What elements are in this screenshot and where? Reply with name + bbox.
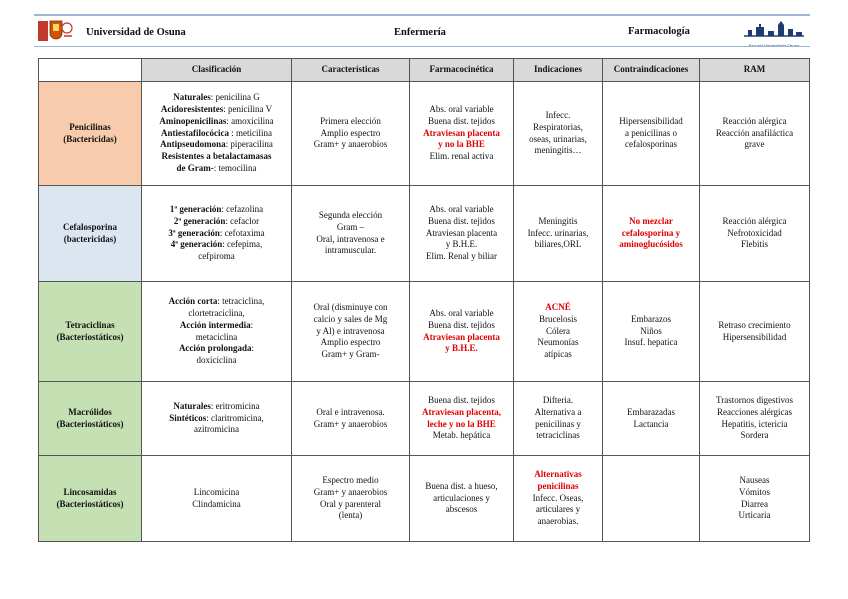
classification-line — [145, 216, 288, 228]
classification-line — [145, 228, 288, 240]
cell-line: ACNÉ — [545, 301, 571, 312]
cell-line: Reacción alérgica — [722, 115, 787, 126]
cell-line: Neumonías — [537, 337, 579, 348]
classification-text: : cefaclor — [225, 215, 260, 226]
indications-cell — [514, 456, 603, 542]
classification-line — [145, 139, 288, 151]
cell-line: Penicilinas — [69, 121, 111, 132]
contraindications-cell — [603, 382, 700, 456]
characteristics-cell — [292, 82, 410, 186]
classification-line — [145, 487, 288, 499]
cell-line: Vómitos — [738, 486, 770, 497]
classification-line — [145, 116, 288, 128]
cell-line: leche y no la BHE — [427, 418, 496, 429]
cell-line: Hepatitis, ictericia — [721, 418, 788, 429]
contraindications-cell — [603, 82, 700, 186]
cell-line: Gram+ y anaerobios — [313, 486, 388, 497]
cell-line: Lactancia — [633, 418, 669, 429]
cell-line: Insuf. hepatica — [624, 337, 678, 348]
cell-line: Segunda elección — [318, 209, 383, 220]
university-name: Universidad de Osuna — [86, 27, 186, 38]
cell-line: Buena dist. tejidos — [428, 394, 495, 405]
cell-line: Flebitis — [740, 239, 768, 250]
classification-bold: Antiestafilocócica — [161, 127, 229, 138]
classification-text: : cefepima, — [222, 239, 263, 250]
classification-text: : amoxicilina — [226, 115, 274, 126]
cell-line: Infecc. — [545, 109, 571, 120]
cell-line: grave — [744, 139, 765, 150]
header-clasificacion: Clasificación — [142, 59, 292, 82]
cell-line: Atraviesan placenta — [423, 331, 500, 342]
classification-line — [145, 343, 288, 355]
classification-bold: 3ª generación — [168, 227, 220, 238]
classification-bold: Sintéticos — [169, 412, 207, 423]
classification-bold: Acción intermedia — [179, 319, 251, 330]
cell-line: Hipersensibilidad — [722, 331, 787, 342]
classification-line — [145, 320, 288, 332]
cell-line: Primera elección — [320, 115, 381, 126]
cell-line: Amplio espectro — [320, 337, 381, 348]
classification-text: : — [251, 343, 255, 354]
drug-family-cell — [39, 456, 142, 542]
cell-line: Urticaria — [738, 510, 771, 521]
classification-text: azitromicina — [194, 424, 239, 435]
cell-line: Niños — [640, 325, 662, 336]
drug-family-cell — [39, 382, 142, 456]
cell-line: Alternativa a — [534, 406, 582, 417]
cell-line: Cefalosporina — [63, 221, 117, 232]
cell-line: cefalosporinas — [625, 139, 677, 150]
cell-line: Retraso crecimiento — [718, 319, 791, 330]
cell-line: Embarazadas — [627, 406, 675, 417]
characteristics-cell — [292, 282, 410, 382]
classification-line — [145, 499, 288, 511]
classification-text: : temocilina — [213, 163, 257, 174]
classification-text: doxiciclina — [196, 355, 237, 366]
classification-line — [145, 239, 288, 251]
classification-bold: Acción prolongada — [178, 343, 252, 354]
table-row — [39, 456, 810, 542]
table-row — [39, 282, 810, 382]
cell-line: Respiratorias, — [533, 121, 583, 132]
classification-line — [145, 204, 288, 216]
cell-line: (bactericidas) — [63, 233, 117, 244]
cell-line: Buena dist. tejidos — [428, 319, 495, 330]
pharmacokinetics-cell — [410, 82, 514, 186]
cell-line: Reacciones alérgicas — [716, 406, 793, 417]
school-logo — [742, 16, 806, 44]
cell-line: Infecc. Oseas, — [532, 492, 584, 503]
cell-line: Nefrotoxicidad — [727, 227, 782, 238]
classification-text: Lincomicina — [193, 486, 240, 497]
cell-line: Meningitis — [538, 215, 578, 226]
ram-cell — [700, 456, 810, 542]
cell-line: (Bacteriostáticos) — [56, 418, 124, 429]
classification-bold: 4ª generación — [170, 239, 223, 250]
cell-line: Atraviesan placenta — [425, 227, 498, 238]
indications-cell — [514, 382, 603, 456]
classification-text: : cefazolina — [221, 203, 264, 214]
cell-line: Gram – — [336, 221, 365, 232]
classification-text: : claritromicina, — [206, 412, 264, 423]
classification-text: metaciclina — [195, 331, 238, 342]
cell-line: penicilinas — [537, 480, 579, 491]
classification-line — [145, 104, 288, 116]
cell-line: Infecc. urinarias, — [527, 227, 589, 238]
indications-cell — [514, 82, 603, 186]
cell-line: Lincosamidas — [63, 486, 117, 497]
cell-line: Abs. oral variable — [429, 103, 494, 114]
header-top-rule — [34, 14, 810, 16]
classification-bold: 2ª generación — [173, 215, 226, 226]
cell-line: y Al) e intravenosa — [316, 325, 385, 336]
header-blank — [39, 59, 142, 82]
cell-line: Gram+ y anaerobios — [313, 418, 388, 429]
cell-line: cefalosporina y — [621, 227, 681, 238]
characteristics-cell — [292, 382, 410, 456]
classification-bold: Antipseudomona — [160, 139, 226, 150]
cell-line: Espectro medio — [322, 474, 379, 485]
cell-line: Oral y parenteral — [320, 498, 381, 509]
cell-line: y B.H.E. — [445, 343, 478, 354]
classification-line — [145, 332, 288, 344]
classification-text: : meticilina — [228, 127, 272, 138]
pharmacokinetics-cell — [410, 382, 514, 456]
header-caracteristicas: Características — [292, 59, 410, 82]
cell-line: tetraciclinas — [536, 430, 580, 441]
skyline-logo-icon — [742, 16, 806, 38]
cell-line: atípicas — [544, 349, 572, 360]
classification-line — [145, 296, 288, 308]
cell-line: meningitis… — [534, 145, 582, 156]
classification-line — [145, 251, 288, 263]
classification-cell — [142, 186, 292, 282]
contraindications-cell — [603, 456, 700, 542]
classification-text: : penicilina G — [210, 91, 260, 102]
indications-cell — [514, 186, 603, 282]
classification-cell — [142, 82, 292, 186]
classification-bold: Naturales — [173, 400, 211, 411]
classification-cell — [142, 382, 292, 456]
classification-bold: Aminopenicilinas — [159, 115, 227, 126]
cell-line: Buena dist. a hueso, — [425, 480, 498, 491]
classification-line — [145, 92, 288, 104]
cell-line: Nauseas — [739, 474, 770, 485]
cell-line: (Bacteriostáticos) — [56, 331, 124, 342]
cell-line: Gram+ y anaerobios — [313, 139, 388, 150]
cell-line: Oral, intravenosa e — [316, 233, 385, 244]
cell-line: anaerobias. — [537, 516, 579, 527]
cell-line: Alternativas — [534, 468, 582, 479]
header-bottom-rule — [34, 46, 810, 47]
table-row — [39, 382, 810, 456]
contraindications-cell — [603, 282, 700, 382]
classification-text: : tetraciclina, — [217, 295, 265, 306]
ram-cell — [700, 382, 810, 456]
classification-bold: de Gram- — [176, 163, 214, 174]
cell-line: Trastornos digestivos — [716, 394, 793, 405]
table-header-row — [39, 59, 810, 82]
cell-line: (lenta) — [338, 510, 363, 521]
cell-line: Oral (disminuye con — [313, 301, 388, 312]
page-header — [34, 14, 810, 48]
pharmacokinetics-cell — [410, 186, 514, 282]
cell-line: Buena dist. tejidos — [428, 215, 495, 226]
table-row — [39, 82, 810, 186]
pharmacokinetics-cell — [410, 282, 514, 382]
table-row — [39, 186, 810, 282]
classification-cell — [142, 282, 292, 382]
classification-text: Clindamicina — [192, 498, 241, 509]
classification-bold: 1ª generación — [169, 203, 222, 214]
header-indicaciones: Indicaciones — [514, 59, 603, 82]
cell-line: Atraviesan placenta — [423, 127, 500, 138]
cell-line: Difteria. — [542, 394, 574, 405]
course-title: Farmacología — [628, 26, 690, 37]
pharmacology-table — [38, 58, 810, 542]
cell-line: Atraviesan placenta, — [422, 406, 501, 417]
classification-line — [145, 308, 288, 320]
ram-cell — [700, 82, 810, 186]
table-body — [39, 82, 810, 542]
header-farmacocinetica: Farmacocinética — [410, 59, 514, 82]
characteristics-cell — [292, 186, 410, 282]
classification-line — [145, 163, 288, 175]
cell-line: biliares,ORL — [534, 239, 582, 250]
cell-line: Elim. renal activa — [429, 151, 494, 162]
cell-line: Amplio espectro — [320, 127, 381, 138]
cell-line: Reacción alérgica — [722, 215, 787, 226]
cell-line: Elim. Renal y biliar — [426, 251, 497, 262]
classification-text: : cefotaxima — [219, 227, 265, 238]
classification-bold: Naturales — [173, 91, 211, 102]
indications-cell — [514, 282, 603, 382]
cell-line: penicilinas y — [535, 418, 581, 429]
cell-line: Abs. oral variable — [429, 203, 494, 214]
classification-bold: Acidoresistentes — [160, 103, 224, 114]
classification-line — [145, 401, 288, 413]
cell-line: y B.H.E. — [445, 239, 478, 250]
classification-bold: Resistentes a betalactamasas — [161, 151, 272, 162]
classification-cell — [142, 456, 292, 542]
cell-line: intramuscular. — [324, 245, 377, 256]
classification-text: clortetraciclina, — [188, 307, 245, 318]
cell-line: Tetraciclinas — [65, 319, 115, 330]
cell-line: Oral e intravenosa. — [316, 406, 385, 417]
classification-text: : penicilina V — [223, 103, 273, 114]
classification-text: : — [250, 319, 254, 330]
cell-line: y no la BHE — [438, 139, 485, 150]
cell-line: Hipersensibilidad — [619, 115, 683, 126]
characteristics-cell — [292, 456, 410, 542]
classification-line — [145, 151, 288, 163]
cell-line: Metab. hepática — [432, 430, 491, 441]
cell-line: articulares y — [535, 504, 581, 515]
drug-family-cell — [39, 282, 142, 382]
cell-line: Embarazos — [631, 313, 671, 324]
pharmacokinetics-cell — [410, 456, 514, 542]
cell-line: Diarrea — [741, 498, 768, 509]
contraindications-cell — [603, 186, 700, 282]
classification-line — [145, 424, 288, 436]
cell-line: calcio y sales de Mg — [313, 313, 388, 324]
cell-line: Abs. oral variable — [429, 307, 494, 318]
header-contraindicaciones: Contraindicaciones — [603, 59, 700, 82]
classification-line — [145, 128, 288, 140]
classification-line — [145, 355, 288, 367]
classification-line — [145, 413, 288, 425]
cell-line: No mezclar — [629, 215, 673, 226]
cell-line: Gram+ y Gram- — [321, 349, 380, 360]
cell-line: Macrólidos — [68, 406, 112, 417]
classification-text: cefpiroma — [198, 251, 235, 262]
cell-line: Buena dist. tejidos — [428, 115, 495, 126]
classification-text: : piperacilina — [225, 139, 273, 150]
cell-line: Sordera — [740, 430, 769, 441]
cell-line: Cólera — [546, 325, 570, 336]
header-ram: RAM — [700, 59, 810, 82]
cell-line: (Bactericidas) — [63, 133, 117, 144]
cell-line: a penicilinas o — [625, 127, 677, 138]
cell-line: Reacción anafiláctica — [715, 127, 794, 138]
drug-family-cell — [39, 186, 142, 282]
classification-bold: Acción corta — [168, 295, 218, 306]
ram-cell — [700, 186, 810, 282]
drug-family-cell — [39, 82, 142, 186]
cell-line: Brucelosis — [539, 313, 577, 324]
university-crest-icon — [36, 18, 74, 44]
cell-line: abscesos — [445, 504, 478, 515]
ram-cell — [700, 282, 810, 382]
cell-line: aminoglucósidos — [619, 239, 683, 250]
cell-line: articulaciones y — [433, 492, 490, 503]
cell-line: oseas, urinarias, — [529, 133, 587, 144]
cell-line: (Bacteriostáticos) — [56, 498, 124, 509]
classification-text: : eritromicina — [210, 400, 260, 411]
subject-title: Enfermería — [394, 27, 446, 38]
